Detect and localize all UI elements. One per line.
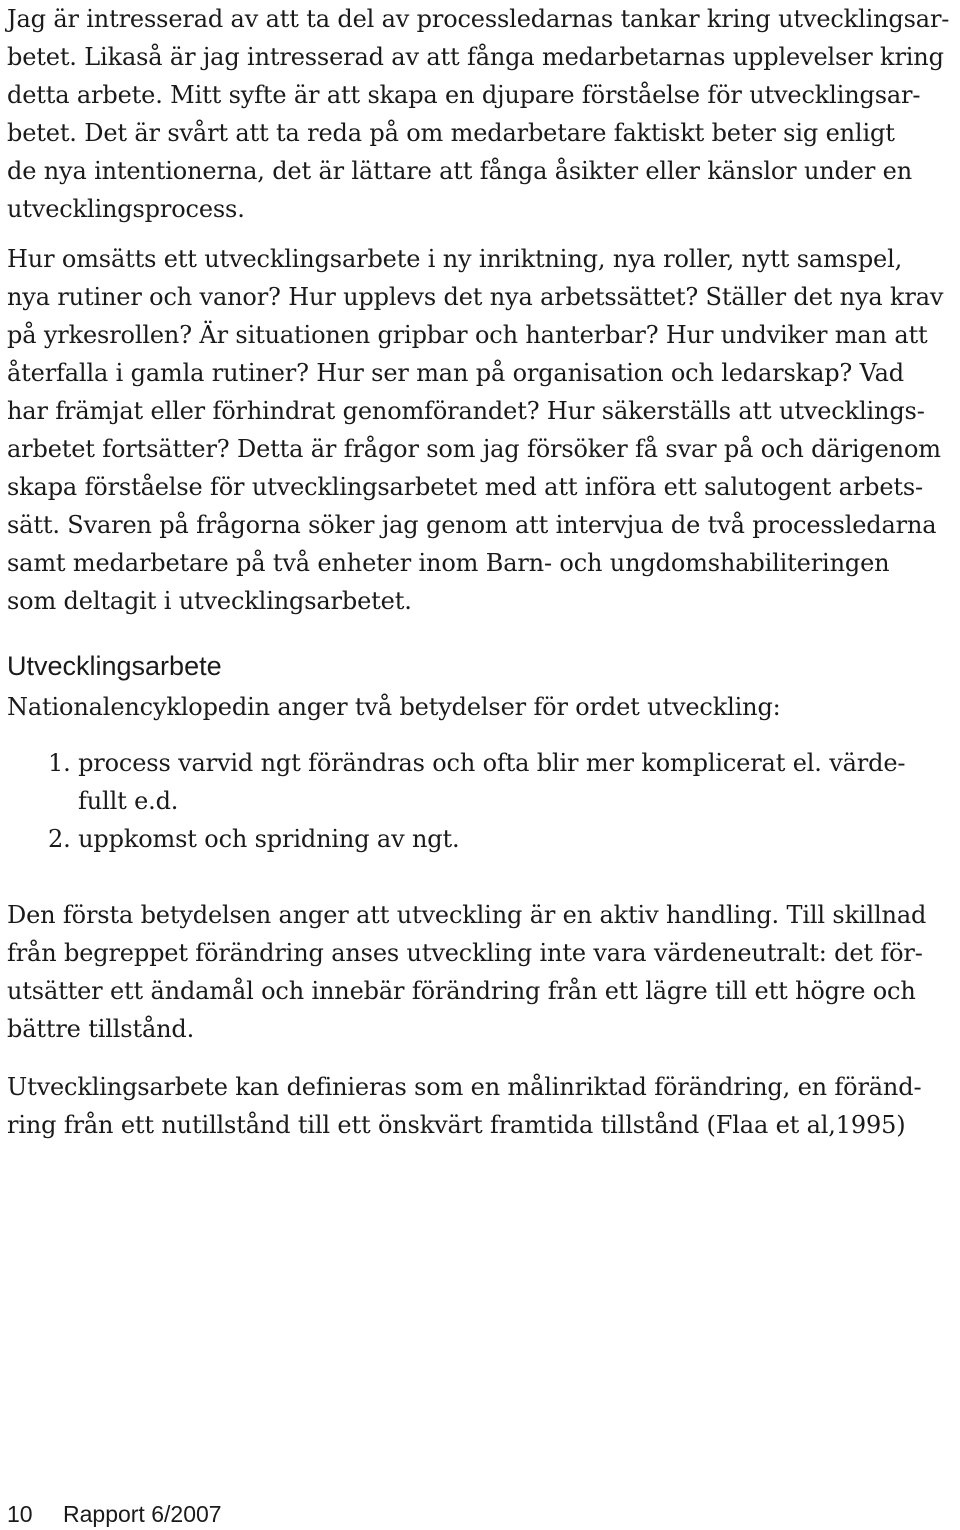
text-line: nya rutiner och vanor? Hur upplevs det nya arbetssättet? Ställer det nya krav <box>7 283 944 311</box>
body-paragraph-1 <box>7 0 949 228</box>
document-page <box>7 0 957 1530</box>
definition-continuation: fullt e.d. <box>78 787 179 815</box>
text-line: bättre tillstånd. <box>7 1015 195 1043</box>
definition-text: uppkomst och spridning av ngt. <box>78 825 460 853</box>
text-line: som deltagit i utvecklingsarbetet. <box>7 587 412 615</box>
text-line: utsätter ett ändamål och innebär förändring från ett lägre till ett högre och <box>7 977 916 1005</box>
definition-list <box>48 744 905 858</box>
text-line: på yrkesrollen? Är situationen gripbar och hanterbar? Hur undviker man att <box>7 321 928 349</box>
page-footer <box>7 1498 222 1530</box>
text-line: ring från ett nutillstånd till ett önskvärt framtida tillstånd (Flaa et al,1995) <box>7 1111 906 1139</box>
page-number: 10 <box>7 1501 33 1527</box>
definition-text: process varvid ngt förändras och ofta blir mer komplicerat el. värde- <box>78 749 906 777</box>
text-line: återfalla i gamla rutiner? Hur ser man på organisation och ledarskap? Vad <box>7 359 904 387</box>
definition-number: 2. <box>48 825 71 853</box>
text-line: Den första betydelsen anger att utveckling är en aktiv handling. Till skillnad <box>7 901 927 929</box>
text-line: från begreppet förändring anses utveckling inte vara värdeneutralt: det för- <box>7 939 923 967</box>
text-line: sätt. Svaren på frågorna söker jag genom att intervjua de två processledarna <box>7 511 937 539</box>
text-line: har främjat eller förhindrat genomförandet? Hur säkerställs att utvecklings- <box>7 397 925 425</box>
text-line: Nationalencyklopedin anger två betydelser för ordet utveckling: <box>7 693 781 721</box>
definition-intro <box>7 688 781 726</box>
text-line: Jag är intresserad av att ta del av processledarnas tankar kring utvecklingsar- <box>7 5 950 33</box>
text-line: Hur omsätts ett utvecklingsarbete i ny inriktning, nya roller, nytt samspel, <box>7 245 903 273</box>
report-label: Rapport 6/2007 <box>63 1501 222 1527</box>
text-line: utvecklingsprocess. <box>7 195 245 223</box>
definition-first-line <box>48 744 905 782</box>
definition-first-line <box>48 820 905 858</box>
section-heading: Utvecklingsarbete <box>7 651 222 681</box>
text-line: detta arbete. Mitt syfte är att skapa en djupare förståelse för utvecklingsar- <box>7 81 921 109</box>
text-line: arbetet fortsätter? Detta är frågor som jag försöker få svar på och därigenom <box>7 435 941 463</box>
definition-item <box>48 744 905 820</box>
text-line: betet. Det är svårt att ta reda på om medarbetare faktiskt beter sig enligt <box>7 119 895 147</box>
text-line: de nya intentionerna, det är lättare att fånga åsikter eller känslor under en <box>7 157 913 185</box>
text-line: Utvecklingsarbete kan definieras som en målinriktad förändring, en föränd- <box>7 1073 922 1101</box>
text-line: skapa förståelse för utvecklingsarbetet med att införa ett salutogent arbets- <box>7 473 924 501</box>
body-paragraph-4 <box>7 1068 921 1144</box>
definition-number: 1. <box>48 749 71 777</box>
text-line: betet. Likaså är jag intresserad av att fånga medarbetarnas upplevelser kring <box>7 43 944 71</box>
definition-item <box>48 820 905 858</box>
body-paragraph-3 <box>7 896 926 1048</box>
text-line: samt medarbetare på två enheter inom Barn- och ungdomshabiliteringen <box>7 549 890 577</box>
body-paragraph-2 <box>7 240 943 620</box>
